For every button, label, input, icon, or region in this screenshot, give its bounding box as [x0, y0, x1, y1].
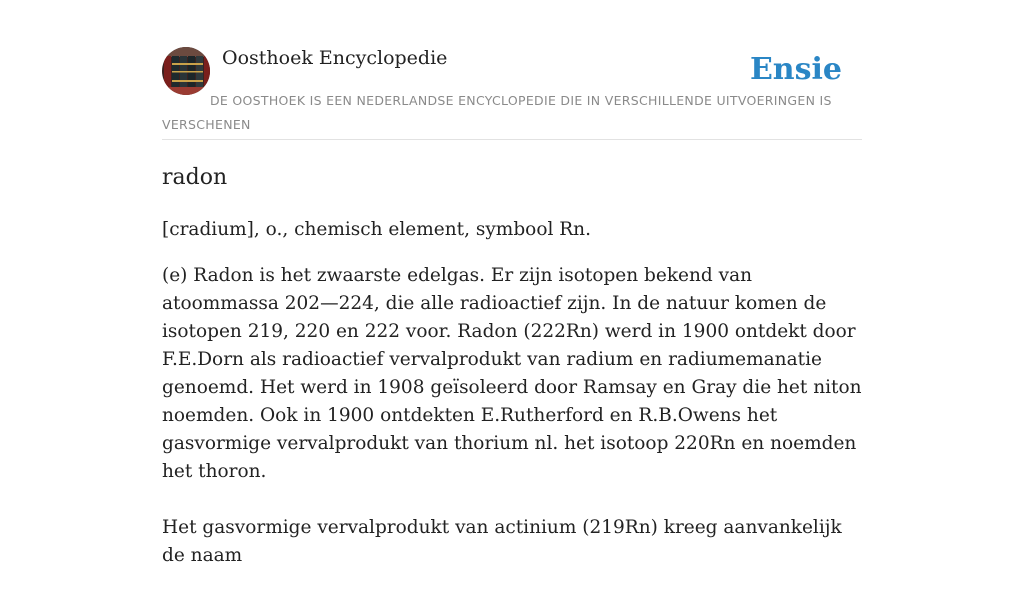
- books-icon: [162, 47, 210, 95]
- entry-paragraph: Het gasvormige vervalprodukt van actinium (219Rn) kreeg aanvankelijk de naam: [162, 517, 842, 566]
- site-tagline: [162, 89, 862, 137]
- entry-paragraph: (e) Radon is het zwaarste edelgas. Er zijn isotopen bekend van atoommassa 202—224, die alle radioactief zijn. In de natuur komen de isotopen 219, 220 en 222 voor. Radon (222Rn) werd in 1900 ontdekt door F.E.Dorn als radioactief vervalprodukt van radium en radiumemanatie genoemd. Het werd in 1908 geïsoleerd door Ramsay en Gray die het niton noemden. Ook in 1900 ontdekten E.Rutherford en R.B.Owens het gasvormige vervalprodukt van thorium nl. het isotoop 220Rn en noemden het thoron.: [162, 265, 862, 482]
- entry-content: [162, 216, 862, 598]
- entry-definition: [cradium], o., chemisch element, symbool Rn.: [162, 219, 591, 240]
- header-divider: [162, 139, 862, 140]
- site-name[interactable]: Oosthoek Encyclopedie: [222, 47, 448, 69]
- ensie-logo-link[interactable]: Ensie: [749, 52, 842, 87]
- tagline-text: DE OOSTHOEK IS EEN NEDERLANDSE ENCYCLOPEDIE DIE IN VERSCHILLENDE UITVOERINGEN IS VERSCHENEN: [162, 93, 832, 132]
- entry-title: radon: [162, 165, 228, 190]
- site-avatar[interactable]: [162, 47, 210, 95]
